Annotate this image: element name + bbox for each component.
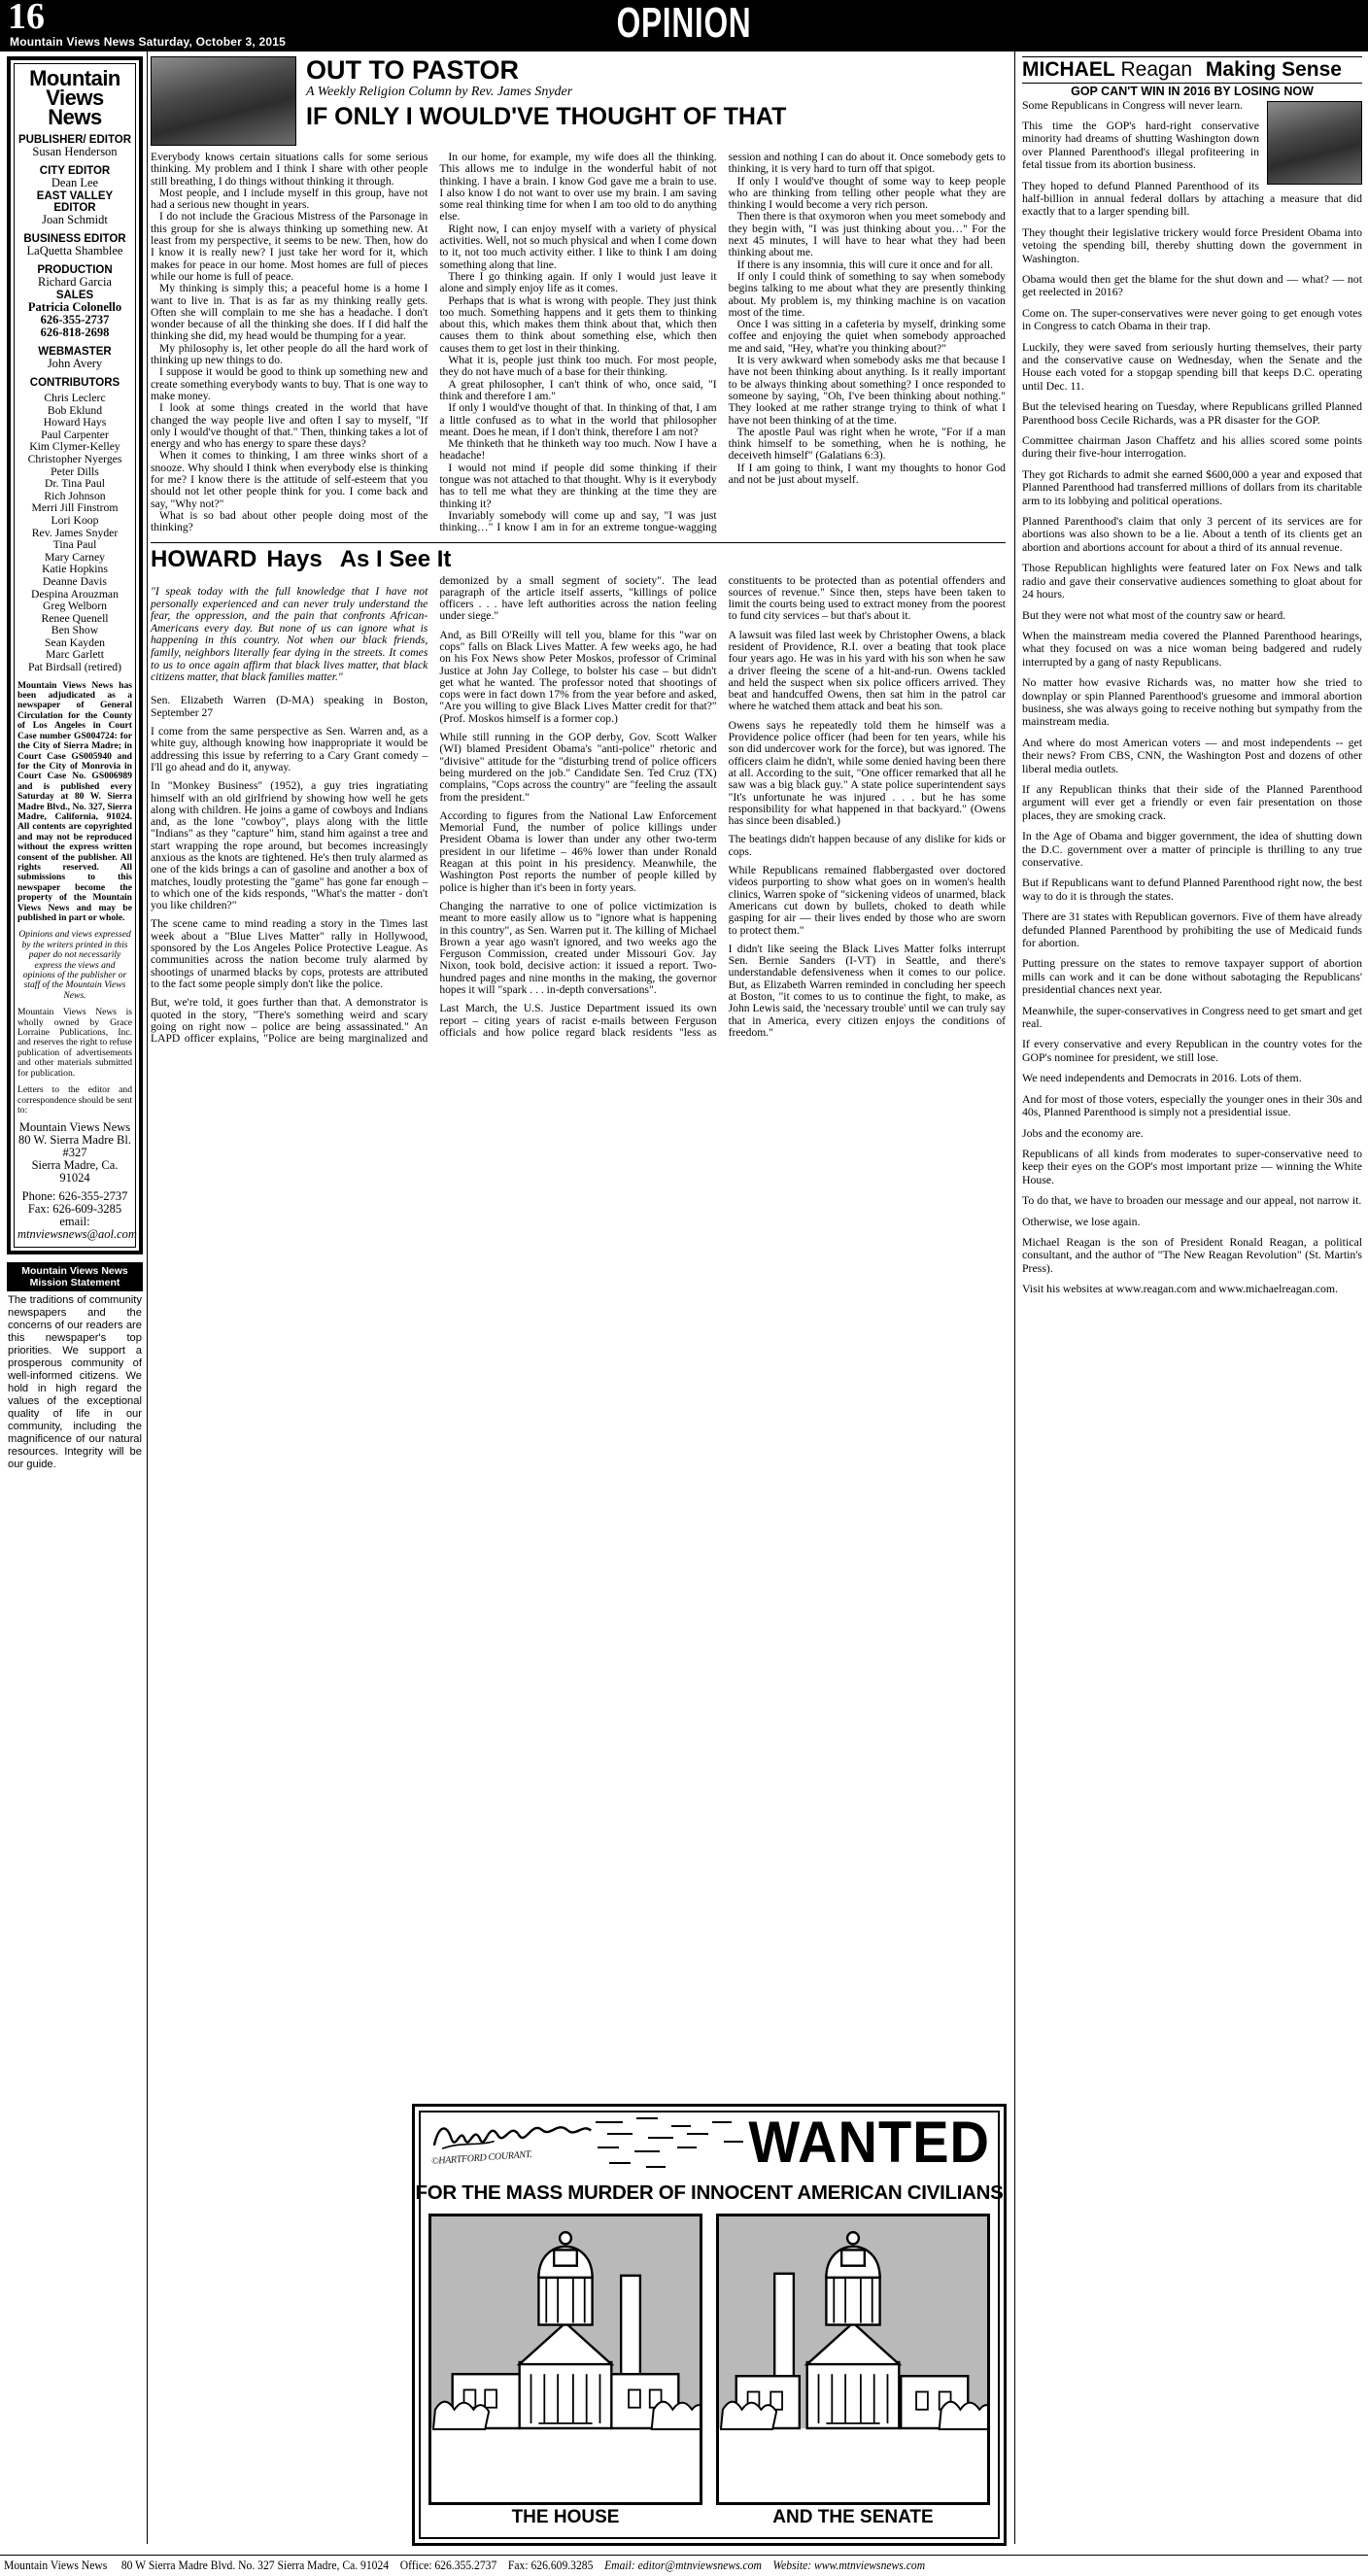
legal-notice xyxy=(17,681,132,924)
paragraph: I do not include the Gracious Mistress of the Parsonage in this group for she is always thinking up something new. At least from my perspective, it seems to be new. Then, how do I know it is really new? I just take her word for it, which makes for peace in our home. Most homes are full of pieces while our home is full of peace. xyxy=(151,210,428,283)
masthead-title-line-2: Views xyxy=(46,86,104,110)
reagan-author-first: MICHAEL xyxy=(1022,58,1115,81)
howard-header xyxy=(151,547,1006,572)
paragraph: If only I would've thought of some way to keep people who are thinking from telling other people what they are thinking I would become a very rich person. xyxy=(728,174,1006,212)
email-address[interactable]: mtnviewsnews@aol.com xyxy=(17,1227,137,1242)
address-line-5: 91024 xyxy=(59,1171,90,1185)
paragraph: I didn't like seeing the Black Lives Matter folks interrupt Sen. Bernie Sanders (I-VT) in Seattle, and there's understandable defensiveness when it comes to our police. But, as Elizabeth Warren reminded in concluding her speech at Boston, "it comes to us to continue the fight, to make, as John Lewis said, the 'necessary trouble' until we can truly say that in America, every citizen enjoys the conditions of freedom." xyxy=(728,942,1006,1039)
paragraph: And, as Bill O'Reilly will tell you, blame for this "war on cops" falls on Black Lives Matter. A few weeks ago, he had on his Fox News show Peter Moskos, professor of Criminal Justice at John Jay College, to bolster his case – but didn't get what he wanted. The professor noted that shootings of cops were in fact down 17% from the year before and asked, "Are you willing to give Black Lives Matter credit for that?" (Prof. Moskos himself is a former cop.) xyxy=(439,628,717,725)
contributor-name: Chris Leclerc xyxy=(44,392,106,404)
howard-author-last: Hays xyxy=(266,545,323,572)
paragraph: The beatings didn't happen because of any dislike for kids or cops. xyxy=(728,833,1006,858)
caption-the-house: THE HOUSE xyxy=(511,2507,620,2527)
paragraph: But they were not what most of the country saw or heard. xyxy=(1022,607,1286,622)
paragraph: Otherwise, we lose again. xyxy=(1022,1214,1141,1228)
paragraph: Owens says he repeatedly told them he himself was a Providence police officer (had been for ten years, while his son did undercover work for the force), but was ignored. The officers claim he didn't, while some denied having been there at all. According to the suit, "One officer remarked that all he saw was a big black guy." A state police superintendent says "It's unfortunate he was injured . . . but he has some responsibility for what happened in that backyard." (Owens has since been disabled.) xyxy=(728,718,1006,828)
letters-notice: Letters to the editor and correspondence should be sent to: xyxy=(17,1084,132,1116)
paragraph: There are 31 states with Republican governors. Five of them have already defunded Planned Parenthood by prohibiting the use of Medicaid funds for abortion. xyxy=(1022,910,1362,950)
contributor-name: Renee Quenell xyxy=(41,611,109,625)
role-label-city-editor: CITY EDITOR xyxy=(39,165,111,177)
contributor-name: Lori Koop xyxy=(51,513,99,527)
mailing-address xyxy=(17,1121,132,1185)
paragraph: When the mainstream media covered the Planned Parenthood hearings, what they focused on was a nice woman being badgered and rudely interrupted by a gang of nasty Republicans. xyxy=(1022,628,1362,669)
paragraph: Jobs and the economy are. xyxy=(1022,1125,1144,1140)
paragraph: Most people, and I include myself in this group, have not had a serious new thought in years. xyxy=(151,186,428,212)
contact-block xyxy=(17,1189,137,1242)
paragraph: I suppose it would be good to think up something new and create something everybody wants to buy. That is one way to make money. xyxy=(151,365,428,402)
mission-title-line-1: Mountain Views News xyxy=(21,1265,128,1278)
role-person-sales: Patricia Colonello xyxy=(27,300,122,314)
paragraph: While still running in the GOP derby, Gov. Scott Walker (WI) blamed President Obama's "anti-police" rhetoric and "divisive" attitude for the "disturbing trend of police officers being murdered on the job." Candidate Sen. Ted Cruz (TX) complains, "Cops across the country" are "feeling the assault from the president." xyxy=(439,731,717,804)
pastor-kicker: OUT TO PASTOR xyxy=(306,55,520,85)
role-label-east-valley-editor: EAST VALLEY EDITOR xyxy=(36,190,114,214)
reagan-column-name: Making Sense xyxy=(1205,58,1342,81)
mission-statement-title xyxy=(7,1262,143,1291)
page-header-bar xyxy=(0,0,1368,52)
paragraph: If I am going to think, I want my thoughts to honor God and not be just about myself. xyxy=(728,461,1006,487)
paragraph: Michael Reagan is the son of President Ronald Reagan, a political consultant, and the author of "The New Reagan Revolution" (St. Martin's Press). xyxy=(1022,1234,1362,1275)
paragraph: Obama would then get the blame for the shut down and — what? — not get reelected in 2016? xyxy=(1022,271,1362,299)
author-photo-reagan xyxy=(1267,101,1362,185)
masthead-title-line-1: Mountain xyxy=(29,66,120,90)
fax-line: Fax: 626-609-3285 xyxy=(27,1202,122,1217)
quote-attribution: Sen. Elizabeth Warren (D-MA) speaking in Boston, September 27 xyxy=(151,694,428,719)
senate-building-icon xyxy=(719,2216,987,2502)
paragraph: The apostle Paul was right when he wrote, "For if a man think himself to be something, when he is nothing, he deceiveth himself" (Galatians 6:3). xyxy=(728,425,1006,463)
page-number: 16 xyxy=(8,0,45,37)
paragraph: But if Republicans want to defund Planned Parenthood right now, the best way to do it is through the states. xyxy=(1022,876,1362,903)
paragraph: I come from the same perspective as Sen. Warren and, as a white guy, although knowing how inappropriate it would be addressing this issue by referring to a Cary Grant comedy – I'll go ahead and do it, anyway. xyxy=(151,725,428,773)
pastor-headline: IF ONLY I WOULD'VE THOUGHT OF THAT xyxy=(306,103,787,130)
pastor-body-columns xyxy=(151,152,1006,534)
contributor-name: Katie Hopkins xyxy=(42,563,108,576)
contributor-name: Ben Show xyxy=(51,624,99,637)
paragraph: They hoped to defund Planned Parenthood of its half-billion in annual federal dollars by attaching a measure that did exactly that to a larger spending bill. xyxy=(1022,178,1362,219)
contributor-name: Howard Hays xyxy=(43,416,107,429)
address-line-3: #327 xyxy=(62,1146,87,1160)
paragraph: We need independents and Democrats in 2016. Lots of them. xyxy=(1022,1071,1302,1085)
paragraph: They got Richards to admit she earned $600,000 a year and exposed that Planned Parenthood had transferred millions of dollars from its charitable arm to its lobbying and political operations. xyxy=(1022,466,1362,507)
role-person-city-editor: Dean Lee xyxy=(51,176,99,189)
role-label-production: PRODUCTION xyxy=(37,264,113,276)
footer-email[interactable]: Email: editor@mtnviewsnews.com xyxy=(604,2559,762,2572)
paragraph: And for most of those voters, especially the younger ones in their 30s and 40s, Planned Parenthood is simply not a presidential issue. xyxy=(1022,1091,1362,1119)
caption-the-senate: AND THE SENATE xyxy=(772,2507,934,2527)
paragraph: If any Republican thinks that their side of the Planned Parenthood argument will ever get a friendly or even fair presentation on those places, they are smoking crack. xyxy=(1022,781,1362,822)
paragraph: Republicans of all kinds from moderates to super-conservative need to keep their eyes on the GOP's most important prize — winning the White House. xyxy=(1022,1146,1362,1186)
paragraph: If every conservative and every Republican in the country votes for the GOP's nominee for president, we still lose. xyxy=(1022,1037,1362,1064)
pastor-header xyxy=(151,56,1006,146)
paragraph: While Republicans remained flabbergasted over doctored videos purporting to show what goes on in women's health clinics, Warren spoke of "sickening videos of unarmed, black Americans cut down by bullets, choked to death while gasping for air — their lives ended by those who are sworn to protect them." xyxy=(728,864,1006,937)
paragraph: Everybody knows certain situations calls for some serious thinking. My problem and I think I share with other people still breathing, I do things without thinking it through. xyxy=(151,151,428,188)
phone-line: Phone: 626-355-2737 xyxy=(21,1189,128,1204)
address-line-2: 80 W. Sierra Madre Bl. xyxy=(18,1133,131,1148)
contributor-name: Sean Kayden xyxy=(45,635,105,649)
paragraph: In "Monkey Business" (1952), a guy tries ingratiating himself with an old girlfriend by showing how well he gets along with children. He joins a game of cowboys and Indians and, as the lone "cowboy", plays along with the little "Indians" as they "capture" him, stand him against a tree and start wrapping the rope around, but becomes increasingly anxious as the knots are tightened. He's then truly alarmed as one of the kids brings a can of gasoline and another a box of matches, loudly protesting the "game" has gone far enough – to which one of the kids responds, "What's the matter - don't you like children?" xyxy=(151,779,428,912)
masthead-box xyxy=(7,56,143,1254)
email-label: email: xyxy=(59,1215,90,1229)
address-line-1: Mountain Views News xyxy=(18,1120,131,1135)
paragraph: To do that, we have to broaden our message and our appeal, not narrow it. xyxy=(1022,1193,1362,1208)
role-person-production: Richard Garcia xyxy=(37,275,112,289)
wanted-panels xyxy=(428,2214,990,2505)
masthead-title-line-3: News xyxy=(48,105,102,129)
paragraph: Committee chairman Jason Chaffetz and his allies scored some points during their five-hour interrogation. xyxy=(1022,433,1362,461)
paragraph: Those Republican highlights were featured later on Fox News and talk radio and gave their conservative audiences something to gloat about for 24 hours. xyxy=(1022,561,1362,601)
signature-credit: ©HARTFORD COURANT. xyxy=(430,2148,532,2168)
pull-quote: "I speak today with the full knowledge that I have not personally experienced and can never truly understand the fear, the oppression, and the pain that confronts African-Americans every day. But none of us can ignore what is happening in this country. Not when our black friends, family, neighbors literally fear dying in the streets. It comes to us to once again affirm that black lives matter, that black citizens matter, that black families matter." xyxy=(151,585,428,684)
contributor-name: Pat Birdsall (retired) xyxy=(27,661,122,674)
reagan-author-last: Reagan xyxy=(1120,58,1193,81)
paragraph: Visit his websites at www.reagan.com and www.michaelreagan.com. xyxy=(1022,1282,1339,1296)
staff-box-column xyxy=(7,56,143,1471)
paragraph: What it is, people just think too much. For most people, they do not have much of a base for their thinking. xyxy=(439,354,717,379)
paragraph: What is so bad about other people doing most of the thinking? xyxy=(151,508,428,534)
reagan-header xyxy=(1022,56,1362,84)
legal-lead: Mountain Views News has been adjudicated as a newspaper of General Circulation for the County of Los Angeles in Court Case number GS004724: for the City of Sierra Madre; in Court Case GS005940 and for the City of Monrovia in Court Case No. GS006989 and is published every Saturday at 80 W. Sierra Madre Blvd., No. 327, Sierra Madre, California, 91024. All contents are copyrighted and may not be reproduced without the express written consent of the publisher. All rights reserved. All submissions to this newspaper become the property of the Mountain Views News and may be published in part or whole. xyxy=(17,679,132,923)
paragraph: A lawsuit was filed last week by Christopher Owens, a black resident of Providence, R.I. over a beating that took place four years ago. He was in his yard with his son when he saw a driver fleeing the scene of a hit-and-run. Owens tackled and held the suspect when six police officers arrived. They beat and handcuffed Owens, then sat him in the patrol car where he watched them attack and beat his son. xyxy=(728,628,1006,713)
panel-the-senate xyxy=(716,2214,990,2505)
role-person-webmaster: John Avery xyxy=(47,357,103,370)
mission-statement-body: The traditions of community newspapers and the concerns of our readers are this newspaper's top priorities. We support a prosperous community of well-informed citizens. We hold in high regard the values of the exceptional quality of life in our community, including the magnificence of our natural resources. Integrity will be our guide. xyxy=(8,1294,142,1471)
footer-text xyxy=(4,2559,925,2572)
contributor-name: Tina Paul xyxy=(52,538,97,552)
contributor-name: Paul Carpenter xyxy=(41,428,109,441)
role-person-east-valley-editor: Joan Schmidt xyxy=(42,213,108,226)
paragraph: And where do most American voters — and most independents -- get their news? From CBS, CNN, the Washington Post and dozens of other liberal media outlets. xyxy=(1022,735,1362,775)
wanted-advertisement xyxy=(412,2104,1007,2546)
role-label-publisher: PUBLISHER/ EDITOR xyxy=(17,134,132,146)
contributor-name: Rev. James Snyder xyxy=(31,526,119,539)
footer-address: 80 W Sierra Madre Blvd. No. 327 Sierra Madre, Ca. 91024 xyxy=(120,2559,390,2572)
paragraph: I look at some things created in the world that have changed the way people live and often I say to myself, "If only I would've thought of that." Then, thinking takes a lot of energy and who has energy to spare these days? xyxy=(151,401,428,451)
ownership-notice: Mountain Views News is wholly owned by Grace Lorraine Publications, Inc. and reserves the right to refuse publication of advertisements and other materials submitted for publication. xyxy=(17,1007,133,1079)
contributor-name: Marc Garlett xyxy=(45,648,105,662)
section-title: OPINION xyxy=(616,0,752,47)
author-photo-snyder xyxy=(151,56,296,146)
address-line-4: Sierra Madre, Ca. xyxy=(31,1158,119,1173)
role-label-webmaster: WEBMASTER xyxy=(38,346,112,358)
howard-author-first: HOWARD xyxy=(151,545,257,572)
paragraph: Right now, I can enjoy myself with a variety of physical activities. Well, not so much physical and when I come down to it, not too much activity either. I like to think I am doing something along that line. xyxy=(439,222,717,271)
reagan-kicker: GOP CAN'T WIN IN 2016 BY LOSING NOW xyxy=(1071,85,1314,98)
paragraph: Me thinketh that he thinketh way too much. Now I have a headache! xyxy=(439,437,717,463)
howard-body-columns xyxy=(151,575,1006,1046)
capitol-building-icon xyxy=(431,2216,700,2502)
role-label-sales: SALES xyxy=(55,290,94,301)
paragraph: Putting pressure on the states to remove taxpayer support of abortion mills can work and it can be done without sabotaging the Republicans' presidential chances next year. xyxy=(1022,956,1362,997)
role-label-business-editor: BUSINESS EDITOR xyxy=(23,233,126,245)
column-rule-2 xyxy=(1014,52,1015,2544)
reagan-column xyxy=(1022,56,1362,1304)
paragraph: According to figures from the National Law Enforcement Memorial Fund, the number of police killings under President Obama is lower than under any other two-term president in our lifetime – 46% lower than under Ronald Reagan at this point in his presidency. Meanwhile, the Washington Post reports the number of people killed by police is higher than it's been in forty years. xyxy=(439,808,717,894)
paragraph: Then there is that oxymoron when you meet somebody and they begin with, "I was just thinking about you…" For the next 45 minutes, I will have to hear what they had been thinking about me. xyxy=(728,210,1006,259)
paragraph: No matter how evasive Richards was, no matter how she tried to downplay or spin Planned Parenthood's gruesome and immoral abortion business, she was always going to receive nothing but sympathy from the mainstream media. xyxy=(1022,675,1362,729)
cartoonist-signature xyxy=(428,2109,602,2181)
sales-phone-1: 626-355-2737 xyxy=(40,313,110,326)
howard-column-name: As I See It xyxy=(339,545,452,572)
footer-fax: Fax: 626.609.3285 xyxy=(507,2559,594,2572)
contributor-name: Peter Dills xyxy=(51,464,99,478)
paragraph: It is very awkward when somebody asks me that because I have not been thinking about anything. Is it really important to be always thinking about something? I once responded to someone by saying, "Oh, I've been thinking about nothing." They looked at me rather strange trying to think of what I have not been thinking of at the time. xyxy=(728,354,1006,427)
paragraph: Once I was sitting in a cafeteria by myself, drinking some coffee and enjoying the quiet when somebody approached me and said, "Hey, what're you thinking about?" xyxy=(728,318,1006,355)
column-rule-1 xyxy=(147,52,148,2544)
opinion-disclaimer: Opinions and views expressed by the writers printed in this paper do not necessarily express the views and opinions of the publisher or staff of the Mountain Views News. xyxy=(18,929,131,1001)
contributor-name: Merri Jill Finstrom xyxy=(31,501,119,515)
paragraph: When it comes to thinking, I am three winks short of a snooze. Why should I think when everybody else is thinking for me? I know there is the attitude of self-esteem that you should not let other people think for you. I come back and say, "Why not?" xyxy=(151,449,428,510)
contributor-name: Kim Clymer-Kelley xyxy=(29,440,120,454)
paragraph: Come on. The super-conservatives were never going to get enough votes in Congress to catch Obama in their trap. xyxy=(1022,305,1362,333)
paragraph: I would not mind if people did some thinking if their tongue was not attached to that thought. Why is it everybody has to tell me what they are thinking at the time they are thinking it? xyxy=(439,461,717,510)
paragraph: In the Age of Obama and bigger government, the idea of shutting down the D.C. government over a matter of principle is thrilling to any true conservative. xyxy=(1022,829,1362,869)
paragraph: But, we're told, it goes further than that. A demonstrator is quoted in the story, "There's something weird and scary going on right now – police are being assassinated." An LAPD officer explains, "Police are being marginalized and demonized by a small segment of society". The lead paragraph of the article itself asserts, "killings of police officers . . . have left authorities across the nation feeling under siege." xyxy=(151,573,717,1046)
page-footer xyxy=(0,2555,1368,2576)
contributor-name: Rich Johnson xyxy=(44,489,106,502)
contributors-list xyxy=(17,393,132,674)
sales-phone-2: 626-818-2698 xyxy=(40,326,110,339)
paragraph: My philosophy is, let other people do all the hard work of thinking up new things to do. xyxy=(151,341,428,367)
contributor-name: Despina Arouzman xyxy=(31,587,119,601)
mission-title-line-2: Mission Statement xyxy=(29,1277,120,1289)
paragraph: Some Republicans in Congress will never learn. xyxy=(1022,97,1244,112)
paragraph: Changing the narrative to one of police victimization is meant to more easily allow us to "ignore what is happening in this country", as Sen. Warren put it. The killing of Michael Brown a year ago wasn't ignored, and two weeks ago the Ferguson Commission, created under Missouri Gov. Jay Nixon, took bold, decisive action: it issued a report. Two-hundred pages and nine months in the making, the governor hopes it will "spark . . . in-depth conversations". xyxy=(439,899,717,996)
reagan-body xyxy=(1022,99,1362,1296)
contributors-label: CONTRIBUTORS xyxy=(29,377,120,389)
paragraph: If only I would've thought of that. In thinking of that, I am a little confused as to what in the world that philosopher meant. Does he mean, if I don't think, therefore I am not? xyxy=(439,401,717,438)
contributor-name: Christopher Nyerges xyxy=(27,452,122,465)
contributor-name: Bob Eklund xyxy=(47,403,103,417)
reagan-title-row xyxy=(1022,58,1362,81)
wanted-subhead: FOR THE MASS MURDER OF INNOCENT AMERICAN CIVILIANS xyxy=(415,2181,1004,2204)
paragraph: The scene came to mind reading a story in the Times last week about a "Blue Lives Matter" rally in Hollywood, sponsored by the Los Angeles Police Protective League. As communities across the nation become truly alarmed by shootings of unarmed blacks by cops, protests are attributed to the fact some people simply don't like the police. xyxy=(151,917,428,990)
paragraph: In our home, for example, my wife does all the thinking. This allows me to indulge in the wonderful habit of not thinking. I have a brain. I know God gave me a brain to use. I also know I do not want to over use my brain. I am saving some real thinking time for when I am too old to do anything else. xyxy=(439,151,717,223)
role-person-business-editor: LaQuetta Shamblee xyxy=(26,244,123,258)
paragraph: This time the GOP's hard-right conservative minority had dreams of shutting Washington down over Planned Parenthood's illegal profiteering in fetal tissue from its abortion business. xyxy=(1022,118,1259,172)
paragraph: My thinking is simply this; a peaceful home is a home I want to live in. That is as far as my thinking really gets. Often she will complain to me she has a headache. I don't wonder because of all the thinking she does. If I did half the thinking she did, my head would be thumping for a year. xyxy=(151,282,428,343)
paragraph: If only I could think of something to say when somebody begins talking to me about what they are presently thinking about. My problem is, my thinking machine is on vacation most of the time. xyxy=(728,269,1006,319)
contributor-name: Mary Carney xyxy=(45,550,105,564)
paragraph: They thought their legislative trickery would force President Obama into vetoing the spending bill, thereby shutting down the government in Washington. xyxy=(1022,224,1362,265)
paragraph: Luckily, they were saved from seriously hurting themselves, their party and the conservative cause on Wednesday, when the Senate and the House each voted for a stopgap spending bill that keeps D.C. operating until Dec. 11. xyxy=(1022,339,1362,393)
paragraph: Planned Parenthood's claim that only 3 percent of its services are for abortions was also shown to be a lie. About a tenth of its clients get an abortion and abortions account for about a third of its annual revenue. xyxy=(1022,514,1362,554)
paragraph: Perhaps that is what is wrong with people. They just think too much. Something happens and it gets them to thinking about this, which makes them think about that, which then causes them to think about something else, which then causes them to get lost in their thinking. xyxy=(439,293,717,355)
pastor-subtitle: A Weekly Religion Column by Rev. James Snyder xyxy=(306,85,573,99)
footer-office: Office: 626.355.2737 xyxy=(399,2559,497,2572)
paragraph: If there is any insomnia, this will cure it once and for all. xyxy=(736,258,994,271)
panel-the-house xyxy=(428,2214,702,2505)
footer-website[interactable]: Website: www.mtnviewsnews.com xyxy=(772,2559,926,2572)
footer-paper: Mountain Views News xyxy=(4,2559,108,2572)
page-body xyxy=(0,52,1368,2555)
center-content xyxy=(151,56,1006,1045)
paragraph: There I go thinking again. If only I would just leave it alone and simply enjoy life as it comes. xyxy=(439,269,717,295)
contributor-name: Greg Welborn xyxy=(42,600,108,613)
paragraph: Meanwhile, the super-conservatives in Congress need to get smart and get real. xyxy=(1022,1003,1362,1031)
wanted-captions xyxy=(428,2507,990,2528)
role-person-publisher: Susan Henderson xyxy=(32,145,118,158)
paragraph: Invariably somebody will come up and say, "I was just thinking…" I know I am in for an extreme tongue-wagging session and nothing I can do about it. Once somebody gets to thinking, it is very hard to turn off that spigot. xyxy=(439,151,1006,534)
paper-date-line: Mountain Views News Saturday, October 3, 2015 xyxy=(10,35,286,49)
paragraph: A great philosopher, I can't think of who, once said, "I think and therefore I am." xyxy=(439,377,717,402)
contributor-name: Deanne Davis xyxy=(43,574,107,588)
wanted-headline: WANTED xyxy=(748,2108,990,2175)
paragraph: Last March, the U.S. Justice Department issued its own report – citing years of racist e-mails between Ferguson officials and how police regard black residents "less as constituents to be protected than as potential offenders and sources of revenue." Since then, steps have been taken to limit the courts being used to extract money from the poorest to fund city services – but that's about it. xyxy=(439,573,1006,1039)
paragraph: But the televised hearing on Tuesday, where Republicans grilled Planned Parenthood boss Cecile Richards, was a PR disaster for the GOP. xyxy=(1022,399,1362,427)
contributor-name: Dr. Tina Paul xyxy=(44,477,106,491)
